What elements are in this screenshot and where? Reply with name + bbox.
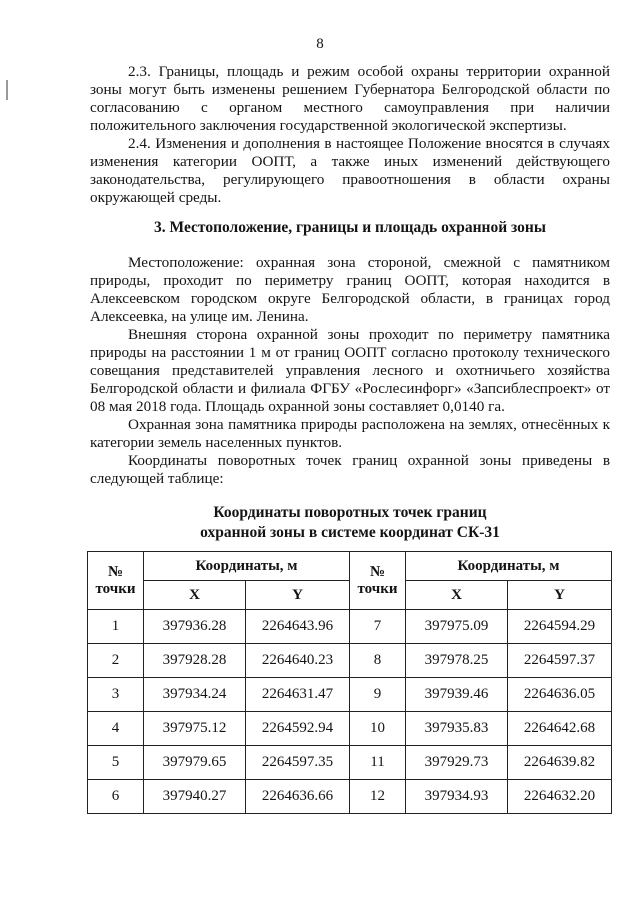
point-number: 10 — [350, 712, 406, 746]
point-number: 1 — [88, 610, 144, 644]
table-row — [88, 610, 612, 644]
coord-x: 397928.28 — [144, 644, 246, 678]
table-title-line-1: Координаты поворотных точек границ — [213, 504, 487, 521]
coord-x: 397939.46 — [406, 678, 508, 712]
table-row — [88, 746, 612, 780]
coord-y: 2264592.94 — [246, 712, 350, 746]
coord-y: 2264597.35 — [246, 746, 350, 780]
coord-x: 397975.09 — [406, 610, 508, 644]
section-3-text — [90, 254, 610, 488]
coord-y: 2264639.82 — [508, 746, 612, 780]
coord-x: 397934.24 — [144, 678, 246, 712]
paragraph-outer-side: Внешняя сторона охранной зоны проходит по периметру памятника природы на расстоянии 1 м от границ ООПТ согласно протоколу технического совещания представителей управления лесного и охотничьего хозяйства Белгородской области и филиала ФГБУ «Рослесинфорг» «Запсиблеспроект» от 08 мая 2018 года. Площадь охранной зоны составляет 0,0140 га. — [90, 326, 610, 415]
point-number: 8 — [350, 644, 406, 678]
point-number: 12 — [350, 780, 406, 814]
section-2-text — [90, 63, 610, 207]
header-x-left: X — [144, 581, 246, 610]
header-point-number-right: № точки — [350, 552, 406, 610]
coord-y: 2264640.23 — [246, 644, 350, 678]
coord-x: 397934.93 — [406, 780, 508, 814]
scan-margin-mark — [6, 80, 8, 100]
section-3-heading: 3. Местоположение, границы и площадь охранной зоны — [154, 219, 546, 236]
point-number: 6 — [88, 780, 144, 814]
header-y-right: Y — [508, 581, 612, 610]
coord-y: 2264631.47 — [246, 678, 350, 712]
coord-y: 2264642.68 — [508, 712, 612, 746]
header-x-right: X — [406, 581, 508, 610]
paragraph-coordinates-intro: Координаты поворотных точек границ охранной зоны приведены в следующей таблице: — [90, 452, 610, 487]
point-number: 11 — [350, 746, 406, 780]
header-coordinates-right: Координаты, м — [406, 552, 612, 581]
page-number: 8 — [316, 36, 324, 52]
header-y-left: Y — [246, 581, 350, 610]
paragraph-2-4: 2.4. Изменения и дополнения в настоящее Положение вносятся в случаях изменения категории ООПТ, а также иных изменений действующего законодательства, регулирующего правоотношения в области охраны окружающей среды. — [90, 135, 610, 206]
coord-y: 2264597.37 — [508, 644, 612, 678]
point-number: 4 — [88, 712, 144, 746]
coordinates-table — [87, 551, 612, 814]
table-row — [88, 712, 612, 746]
coord-y: 2264594.29 — [508, 610, 612, 644]
coord-y: 2264643.96 — [246, 610, 350, 644]
paragraph-2-3: 2.3. Границы, площадь и режим особой охраны территории охранной зоны могут быть изменены решением Губернатора Белгородской области по согласованию с органом местного самоуправления при наличии положительного заключения государственной экологической экспертизы. — [90, 63, 610, 134]
coord-x: 397940.27 — [144, 780, 246, 814]
paragraph-location: Местоположение: охранная зона стороной, смежной с памятником природы, проходит по периметру границ ООПТ, которая находится в Алексеевском городском округе Белгородской области, в границах город Алексеевка, на улице им. Ленина. — [90, 254, 610, 325]
coord-y: 2264636.66 — [246, 780, 350, 814]
table-title — [90, 503, 610, 543]
point-number: 3 — [88, 678, 144, 712]
coord-x: 397978.25 — [406, 644, 508, 678]
point-number: 2 — [88, 644, 144, 678]
point-number: 7 — [350, 610, 406, 644]
point-number: 5 — [88, 746, 144, 780]
point-number: 9 — [350, 678, 406, 712]
header-coordinates-left: Координаты, м — [144, 552, 350, 581]
table-title-line-2: охранной зоны в системе координат СК-31 — [200, 524, 500, 541]
header-point-number-left: № точки — [88, 552, 144, 610]
table-row — [88, 644, 612, 678]
table-row — [88, 678, 612, 712]
table-row — [88, 780, 612, 814]
coord-y: 2264636.05 — [508, 678, 612, 712]
paragraph-land-category: Охранная зона памятника природы расположена на землях, отнесённых к категории земель населенных пунктов. — [90, 416, 610, 451]
coord-x: 397975.12 — [144, 712, 246, 746]
coord-x: 397979.65 — [144, 746, 246, 780]
coord-x: 397929.73 — [406, 746, 508, 780]
coord-x: 397936.28 — [144, 610, 246, 644]
coord-x: 397935.83 — [406, 712, 508, 746]
coord-y: 2264632.20 — [508, 780, 612, 814]
